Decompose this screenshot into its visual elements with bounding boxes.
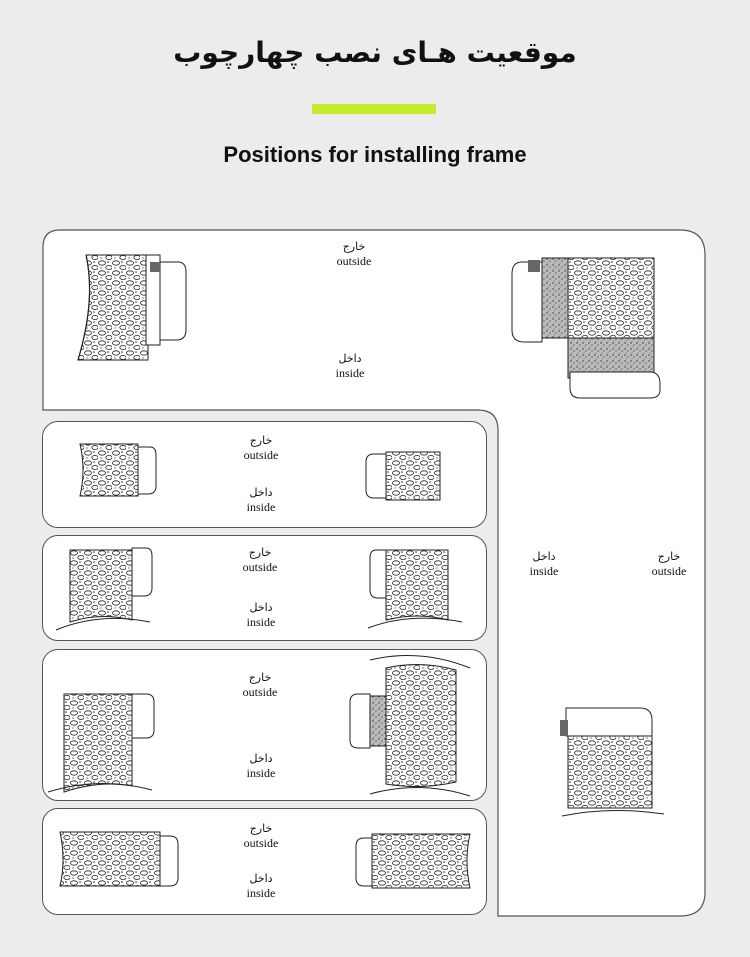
page-title-persian: موقعیت هـای نصب چهارچوب [173,36,577,69]
inside-label-fa: داخل [532,550,556,563]
row1-left-wall [80,444,156,496]
outside-label-fa: خارج [248,546,272,559]
inside-label-fa: داخل [249,486,273,499]
outside-label-fa: خارج [249,434,273,447]
right-outside-label [629,550,709,578]
row1-outside-label [221,434,301,462]
inside-label-en: inside [246,766,276,780]
inside-label-en: inside [246,500,276,514]
top-right-wall-section [512,258,660,398]
row2-inside-label [221,601,301,629]
row1-right-wall [366,452,440,500]
inside-label-fa: داخل [338,352,362,365]
row4-left-wall [60,832,178,886]
page-title-english: Positions for installing frame [223,142,527,167]
row4-outside-label [221,822,301,850]
right-inside-label [504,550,584,578]
outside-label-fa: خارج [248,671,272,684]
row4-right-wall [356,834,470,888]
row1-inside-label [221,486,301,514]
top-inside-label [310,352,390,380]
right-column-wall [560,708,664,816]
outside-label-en: outside [242,685,278,699]
inside-label-fa: داخل [249,752,273,765]
outside-label-fa: خارج [249,822,273,835]
outside-label-en: outside [243,836,279,850]
outside-label-fa: خارج [657,550,681,563]
outside-label-en: outside [651,564,687,578]
top-left-wall-section [78,255,186,360]
inside-label-en: inside [246,886,276,900]
inside-label-fa: داخل [249,601,273,614]
outside-label-en: outside [336,254,372,268]
inside-label-fa: داخل [249,872,273,885]
row2-outside-label [220,546,300,574]
outside-label-fa: خارج [342,240,366,253]
row3-right-wall [350,656,470,797]
row4-inside-label [221,872,301,900]
top-outside-label [314,240,394,268]
row2-left-wall [56,548,152,630]
outside-label-en: outside [243,448,279,462]
inside-label-en: inside [529,564,559,578]
row3-outside-label [220,671,300,699]
row2-right-wall [368,550,462,628]
inside-label-en: inside [335,366,365,380]
row3-inside-label [221,752,301,780]
outside-label-en: outside [242,560,278,574]
inside-label-en: inside [246,615,276,629]
row3-left-wall [48,694,154,792]
